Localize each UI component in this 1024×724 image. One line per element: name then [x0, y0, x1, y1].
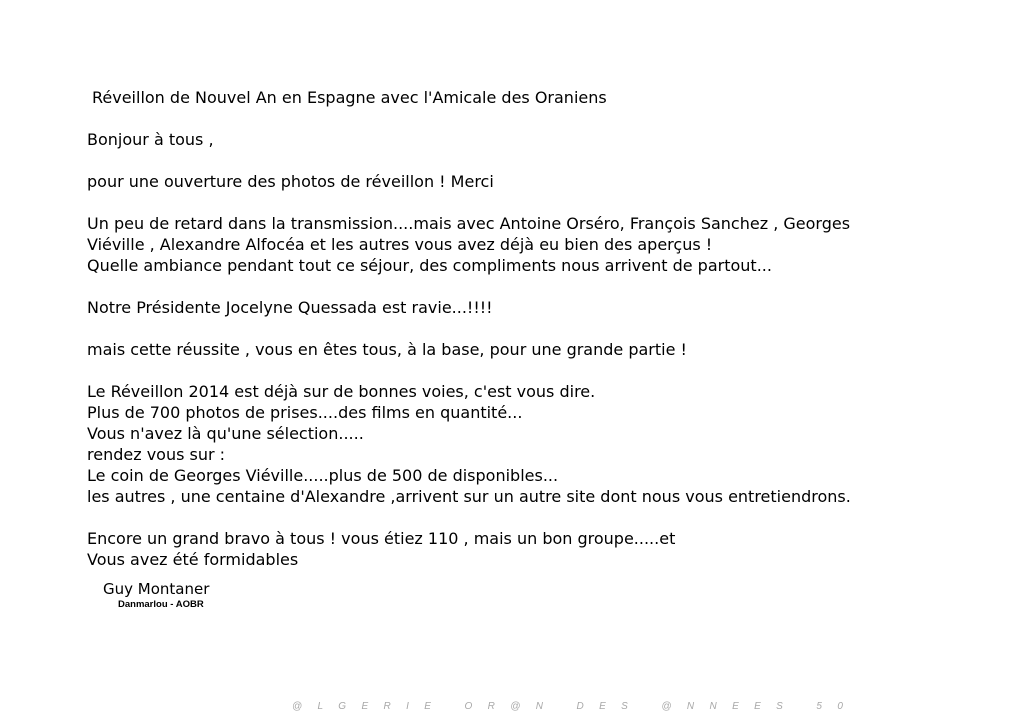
paragraph-line: Un peu de retard dans la transmission....mais avec Antoine Orséro, François Sanchez , Georges: [87, 214, 851, 233]
footer-watermark: @ L G E R I E O R @ N D E S @ N N E E S 5 0: [292, 701, 850, 712]
paragraph-line: Le Réveillon 2014 est déjà sur de bonnes voies, c'est vous dire.: [87, 382, 596, 401]
signature-name: Guy Montaner: [103, 580, 210, 598]
paragraph-line: rendez vous sur :: [87, 445, 226, 464]
paragraph-line: Vous n'avez là qu'une sélection.....: [87, 424, 364, 443]
signature-affiliation: Danmarlou - AOBR: [118, 599, 204, 610]
paragraph-line: Plus de 700 photos de prises....des films en quantité...: [87, 403, 523, 422]
paragraph-line: Le coin de Georges Viéville.....plus de 500 de disponibles...: [87, 466, 559, 485]
paragraph-line: Viéville , Alexandre Alfocéa et les autres vous avez déjà eu bien des aperçus !: [87, 235, 713, 254]
paragraph-line: Quelle ambiance pendant tout ce séjour, des compliments nous arrivent de partout...: [87, 256, 772, 275]
closing-line: Encore un grand bravo à tous ! vous étiez 110 , mais un bon groupe.....et: [87, 529, 676, 548]
greeting-line: Bonjour à tous ,: [87, 130, 214, 149]
success-line: mais cette réussite , vous en êtes tous, à la base, pour une grande partie !: [87, 340, 687, 359]
president-line: Notre Présidente Jocelyne Quessada est ravie...!!!!: [87, 298, 493, 317]
closing-line: Vous avez été formidables: [87, 550, 299, 569]
intro-line: pour une ouverture des photos de réveillon ! Merci: [87, 172, 494, 191]
document-title: Réveillon de Nouvel An en Espagne avec l'Amicale des Oraniens: [92, 88, 607, 107]
letter-body: [87, 87, 987, 570]
paragraph-line: les autres , une centaine d'Alexandre ,arrivent sur un autre site dont nous vous entretiendrons.: [87, 487, 851, 506]
